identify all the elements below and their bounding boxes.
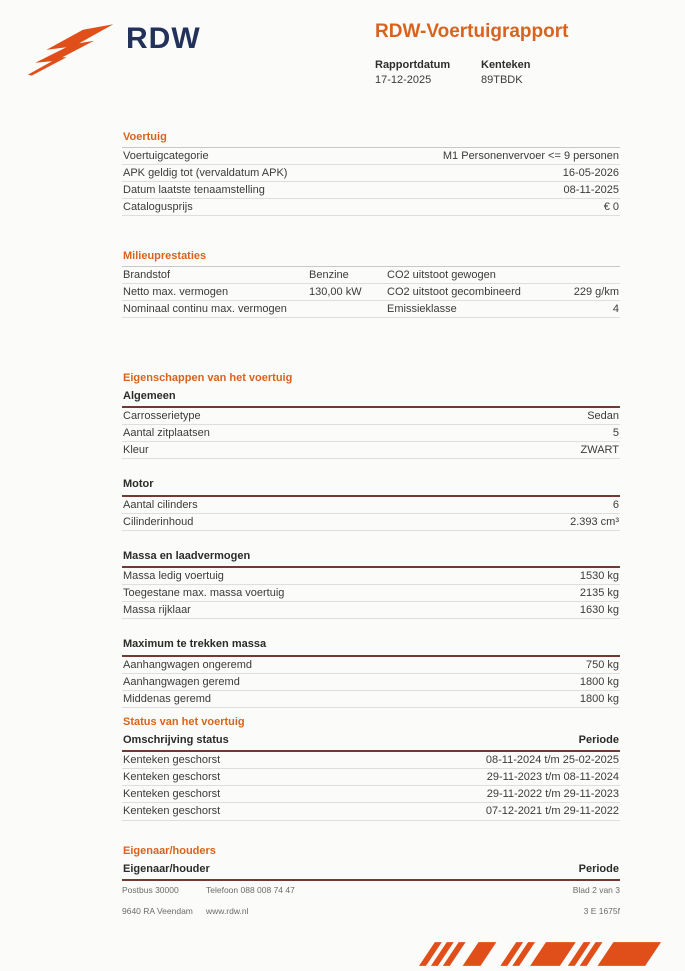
table-row xyxy=(122,674,620,691)
status-col-periode: Periode xyxy=(578,734,619,746)
kenteken-value: 89TBDK xyxy=(481,73,523,86)
row-label: Catalogusprijs xyxy=(123,201,193,214)
row-value: 07-12-2021 t/m 29-11-2022 xyxy=(485,805,619,818)
table-row xyxy=(122,148,620,165)
report-date-block xyxy=(375,59,481,86)
kenteken-block xyxy=(481,59,587,86)
table-row xyxy=(122,425,620,442)
row-label: Kenteken geschorst xyxy=(123,754,221,767)
row-label: Kenteken geschorst xyxy=(123,788,221,801)
row-value: Sedan xyxy=(587,410,619,423)
subsection-trekken-massa xyxy=(122,636,620,707)
row-value: 130,00 kW xyxy=(309,286,362,299)
row-label: Cilinderinhoud xyxy=(123,515,194,528)
row-label: Massa ledig voertuig xyxy=(123,570,224,583)
row-value: 1630 kg xyxy=(579,604,619,617)
row-label: APK geldig tot (vervaldatum APK) xyxy=(123,167,288,180)
section-milieuprestaties xyxy=(122,250,620,318)
rdw-logo-text: RDW xyxy=(126,22,201,55)
row-value: 08-11-2025 xyxy=(563,184,619,197)
motor-table xyxy=(122,497,620,531)
massa-table xyxy=(122,568,620,619)
row-value: 1530 kg xyxy=(579,570,619,583)
report-meta xyxy=(375,59,623,86)
footer-address-line1: Postbus 30000 xyxy=(122,885,179,895)
table-row xyxy=(122,165,620,182)
footer-website: www.rdw.nl xyxy=(206,906,249,917)
row-label: Aantal cilinders xyxy=(123,498,198,511)
milieu-table xyxy=(122,266,620,318)
table-row xyxy=(122,408,620,425)
section-status xyxy=(122,716,620,821)
voertuig-table xyxy=(122,147,620,216)
footer-doc-code: 3 E 1675f xyxy=(583,906,620,917)
algemeen-table xyxy=(122,408,620,459)
table-row xyxy=(122,691,620,708)
row-value: 750 kg xyxy=(585,658,619,671)
row-label: Massa rijklaar xyxy=(123,604,191,617)
row-label: Middenas geremd xyxy=(123,692,212,705)
table-row xyxy=(122,585,620,602)
row-label: Brandstof xyxy=(123,269,171,281)
row-value: 2135 kg xyxy=(579,587,619,600)
row-label: CO2 uitstoot gewogen xyxy=(387,269,496,281)
subsection-title: Motor xyxy=(122,476,620,496)
row-value: 6 xyxy=(612,498,619,511)
table-row xyxy=(122,182,620,199)
row-label: Aanhangwagen geremd xyxy=(123,675,240,688)
row-value: Benzine xyxy=(309,269,349,281)
table-row xyxy=(122,267,620,284)
report-title: RDW-Voertuigrapport xyxy=(375,21,569,42)
row-value: 1800 kg xyxy=(579,692,619,705)
subsection-motor xyxy=(122,476,620,530)
subsection-algemeen xyxy=(122,388,620,459)
rdw-logo xyxy=(28,22,201,86)
footer-line-1 xyxy=(122,886,620,895)
row-value: 4 xyxy=(612,303,619,316)
header-right xyxy=(375,22,623,86)
footer-page-number: Blad 2 van 3 xyxy=(572,885,620,895)
row-value: 08-11-2024 t/m 25-02-2025 xyxy=(485,754,619,767)
subsection-massa xyxy=(122,548,620,619)
table-row xyxy=(122,514,620,531)
row-value: 2.393 cm³ xyxy=(570,515,619,528)
table-row xyxy=(122,803,620,820)
row-value: 1800 kg xyxy=(579,675,619,688)
row-label: Kenteken geschorst xyxy=(123,771,221,784)
row-label: Kleur xyxy=(123,444,149,457)
subsection-title: Massa en laadvermogen xyxy=(122,548,620,568)
subsection-title: Maximum te trekken massa xyxy=(122,636,620,656)
section-heading-eigenschappen: Eigenschappen van het voertuig xyxy=(123,372,293,384)
eigenaar-col-houder: Eigenaar/houder xyxy=(123,863,210,875)
status-col-omschrijving: Omschrijving status xyxy=(123,734,229,746)
table-row xyxy=(122,786,620,803)
section-eigenschappen xyxy=(122,372,620,708)
row-label: Netto max. vermogen xyxy=(123,286,229,299)
eigenaar-header-row xyxy=(122,861,620,881)
subsection-title: Algemeen xyxy=(122,388,620,408)
table-row xyxy=(122,199,620,216)
status-header-row xyxy=(122,732,620,752)
row-label: Emissieklasse xyxy=(387,303,457,316)
footer-phone: Telefoon 088 008 74 47 xyxy=(206,885,295,895)
section-voertuig xyxy=(122,131,620,216)
report-date-label: Rapportdatum xyxy=(375,58,451,71)
section-heading-milieuprestaties: Milieuprestaties xyxy=(123,250,207,262)
row-value: 5 xyxy=(612,427,619,440)
table-row xyxy=(122,497,620,514)
footer-address-line2: 9640 RA Veendam xyxy=(122,906,193,917)
row-label: Voertuigcategorie xyxy=(123,150,209,162)
row-label: Toegestane max. massa voertuig xyxy=(123,587,285,600)
table-row xyxy=(122,752,620,769)
table-row xyxy=(122,301,620,318)
trekken-massa-table xyxy=(122,657,620,708)
rdw-flag-icon xyxy=(28,22,116,76)
row-value: 29-11-2022 t/m 29-11-2023 xyxy=(486,788,619,801)
kenteken-label: Kenteken xyxy=(481,58,531,71)
section-heading-eigenaar: Eigenaar/houders xyxy=(123,845,216,857)
row-value: 29-11-2023 t/m 08-11-2024 xyxy=(486,771,619,784)
row-label: Aantal zitplaatsen xyxy=(123,427,210,440)
status-table xyxy=(122,752,620,820)
section-eigenaar xyxy=(122,845,620,881)
row-value: 229 g/km xyxy=(573,286,619,299)
table-row xyxy=(122,284,620,301)
row-label: Datum laatste tenaamstelling xyxy=(123,184,265,197)
section-heading-status: Status van het voertuig xyxy=(123,716,245,728)
section-heading-voertuig: Voertuig xyxy=(123,131,167,143)
eigenaar-col-periode: Periode xyxy=(578,863,619,875)
table-row xyxy=(122,657,620,674)
row-value: € 0 xyxy=(603,201,619,214)
table-row xyxy=(122,602,620,619)
row-label: Aanhangwagen ongeremd xyxy=(123,658,253,671)
row-label: Nominaal continu max. vermogen xyxy=(123,303,287,316)
page-footer xyxy=(122,886,620,929)
row-label: Carrosserietype xyxy=(123,410,201,423)
row-label: Kenteken geschorst xyxy=(123,805,221,818)
report-header xyxy=(28,22,623,86)
row-value: 16-05-2026 xyxy=(562,167,619,180)
table-row xyxy=(122,568,620,585)
table-row xyxy=(122,442,620,459)
table-row xyxy=(122,769,620,786)
row-label: CO2 uitstoot gecombineerd xyxy=(387,286,521,299)
row-value: M1 Personenvervoer <= 9 personen xyxy=(442,150,619,162)
footer-line-2 xyxy=(122,907,620,916)
rdw-bottom-swoosh-icon xyxy=(419,938,667,966)
row-value: ZWART xyxy=(580,444,619,457)
report-date-value: 17-12-2025 xyxy=(375,73,432,86)
